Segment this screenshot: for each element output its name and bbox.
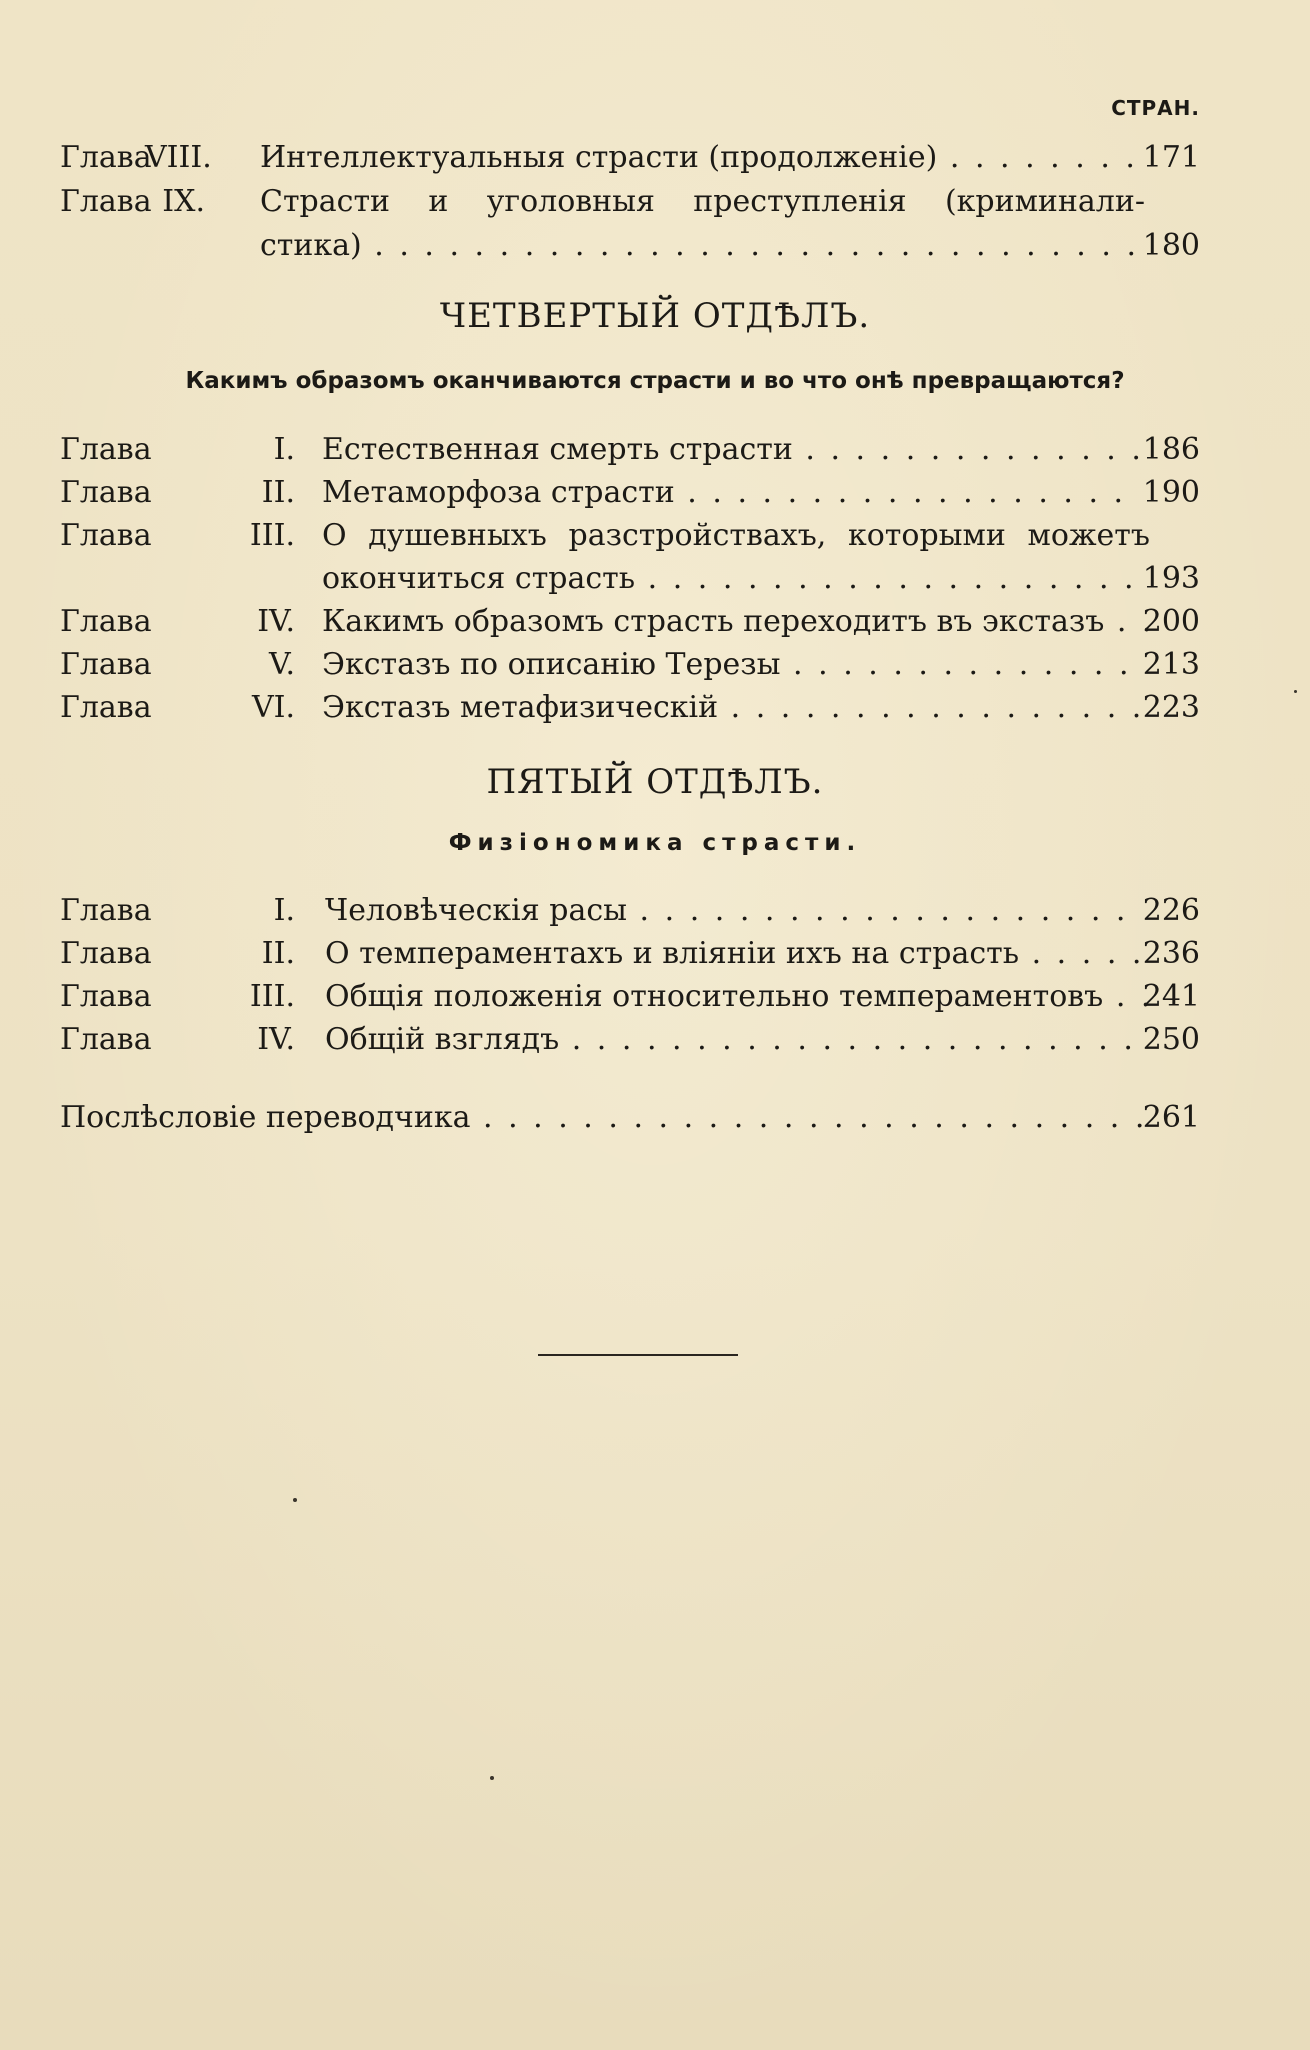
chapter-number: III. bbox=[249, 518, 295, 553]
chapter-number: VI. bbox=[251, 690, 295, 725]
afterword-title: Послѣсловіе переводчика . . . bbox=[60, 1096, 1145, 1140]
section-subheading: Какимъ образомъ оканчиваются страсти и во что онѣ превращаются? bbox=[185, 368, 1125, 394]
chapter-word: Глава bbox=[60, 140, 152, 175]
chapter-title: Общія положенія относительно темпераментовъ . . . bbox=[325, 975, 1150, 1019]
toc-entry bbox=[60, 600, 1200, 644]
chapter-number: III. bbox=[249, 979, 295, 1014]
chapter-word: Глава bbox=[60, 647, 152, 682]
chapter-title: Интеллектуальныя страсти (продолженіе) . . . bbox=[260, 136, 1140, 180]
end-rule bbox=[538, 1354, 738, 1356]
toc-entry bbox=[60, 643, 1200, 687]
chapter-word: Глава bbox=[60, 936, 152, 971]
chapter-number: I. bbox=[273, 432, 295, 467]
chapter-title: Общій взглядъ . . . bbox=[325, 1018, 1143, 1062]
chapter-number: I. bbox=[273, 893, 295, 928]
toc-entry bbox=[60, 136, 1200, 180]
chapter-word: Глава bbox=[60, 432, 152, 467]
chapter-title-continuation: окончиться страсть . . . bbox=[322, 557, 1140, 601]
chapter-title-continuation: стика) . . . bbox=[260, 224, 1140, 268]
page-number: 223 bbox=[1142, 690, 1200, 725]
toc-entry bbox=[60, 975, 1200, 1019]
chapter-word: Глава bbox=[60, 184, 152, 219]
chapter-title: О темпераментахъ и вліяніи ихъ на страсть . . . bbox=[325, 932, 1150, 976]
page-number: 236 bbox=[1142, 936, 1200, 971]
chapter-title: О душевныхъ разстройствахъ, которыми можетъ bbox=[322, 518, 1150, 553]
chapter-title: Экстазъ метафизическій . . . bbox=[322, 686, 1140, 730]
chapter-number: II. bbox=[261, 936, 295, 971]
page-number: 213 bbox=[1142, 647, 1200, 682]
section-heading: ЧЕТВЕРТЫЙ ОТДѢЛЪ. bbox=[439, 296, 871, 336]
chapter-word: Глава bbox=[60, 1022, 152, 1057]
chapter-number: IX. bbox=[162, 184, 205, 219]
chapter-number: IV. bbox=[257, 604, 295, 639]
toc-entry bbox=[60, 428, 1200, 472]
page-number: 171 bbox=[1142, 140, 1200, 175]
page-number: 200 bbox=[1142, 604, 1200, 639]
section-heading: ПЯТЫЙ ОТДѢЛЪ. bbox=[486, 762, 824, 802]
paper-speck bbox=[1294, 690, 1297, 693]
chapter-title: Экстазъ по описанію Терезы . . . bbox=[322, 643, 1140, 687]
toc-entry bbox=[60, 889, 1200, 933]
page-number: 186 bbox=[1142, 432, 1200, 467]
page-number: 226 bbox=[1142, 893, 1200, 928]
chapter-title: Человѣческія расы . . . bbox=[325, 889, 1140, 933]
section-subheading: Физіономика страсти. bbox=[448, 830, 862, 856]
chapter-title: Какимъ образомъ страсть переходитъ въ экстазъ . . . bbox=[322, 600, 1150, 644]
chapter-word: Глава bbox=[60, 690, 152, 725]
page-column-label: СТРАН. bbox=[1111, 96, 1200, 120]
page-number: 261 bbox=[1142, 1100, 1200, 1135]
paper-speck bbox=[490, 1776, 494, 1780]
chapter-title: Естественная смерть страсти . . . bbox=[322, 428, 1140, 472]
toc-entry-continuation bbox=[60, 224, 1200, 268]
chapter-number: IV. bbox=[257, 1022, 295, 1057]
chapter-title: Страсти и уголовныя преступленія (криминали- bbox=[260, 184, 1145, 219]
toc-entry bbox=[60, 471, 1200, 515]
toc-entry bbox=[60, 180, 1200, 224]
chapter-number: II. bbox=[261, 475, 295, 510]
page-number: 241 bbox=[1142, 979, 1200, 1014]
toc-entry bbox=[60, 686, 1200, 730]
toc-entry bbox=[60, 1018, 1200, 1062]
chapter-number: V. bbox=[269, 647, 295, 682]
toc-entry-afterword bbox=[60, 1096, 1200, 1140]
page-number: 190 bbox=[1142, 475, 1200, 510]
page-number: 193 bbox=[1142, 561, 1200, 596]
paper-speck bbox=[293, 1498, 297, 1502]
chapter-word: Глава bbox=[60, 518, 152, 553]
page-number: 180 bbox=[1142, 228, 1200, 263]
chapter-number: VIII. bbox=[145, 140, 212, 175]
chapter-word: Глава bbox=[60, 604, 152, 639]
toc-entry-continuation bbox=[60, 557, 1200, 601]
chapter-word: Глава bbox=[60, 475, 152, 510]
toc-entry bbox=[60, 932, 1200, 976]
chapter-title: Метаморфоза страсти . . . bbox=[322, 471, 1140, 515]
chapter-word: Глава bbox=[60, 979, 152, 1014]
toc-entry bbox=[60, 514, 1200, 558]
chapter-word: Глава bbox=[60, 893, 152, 928]
page-number: 250 bbox=[1142, 1022, 1200, 1057]
